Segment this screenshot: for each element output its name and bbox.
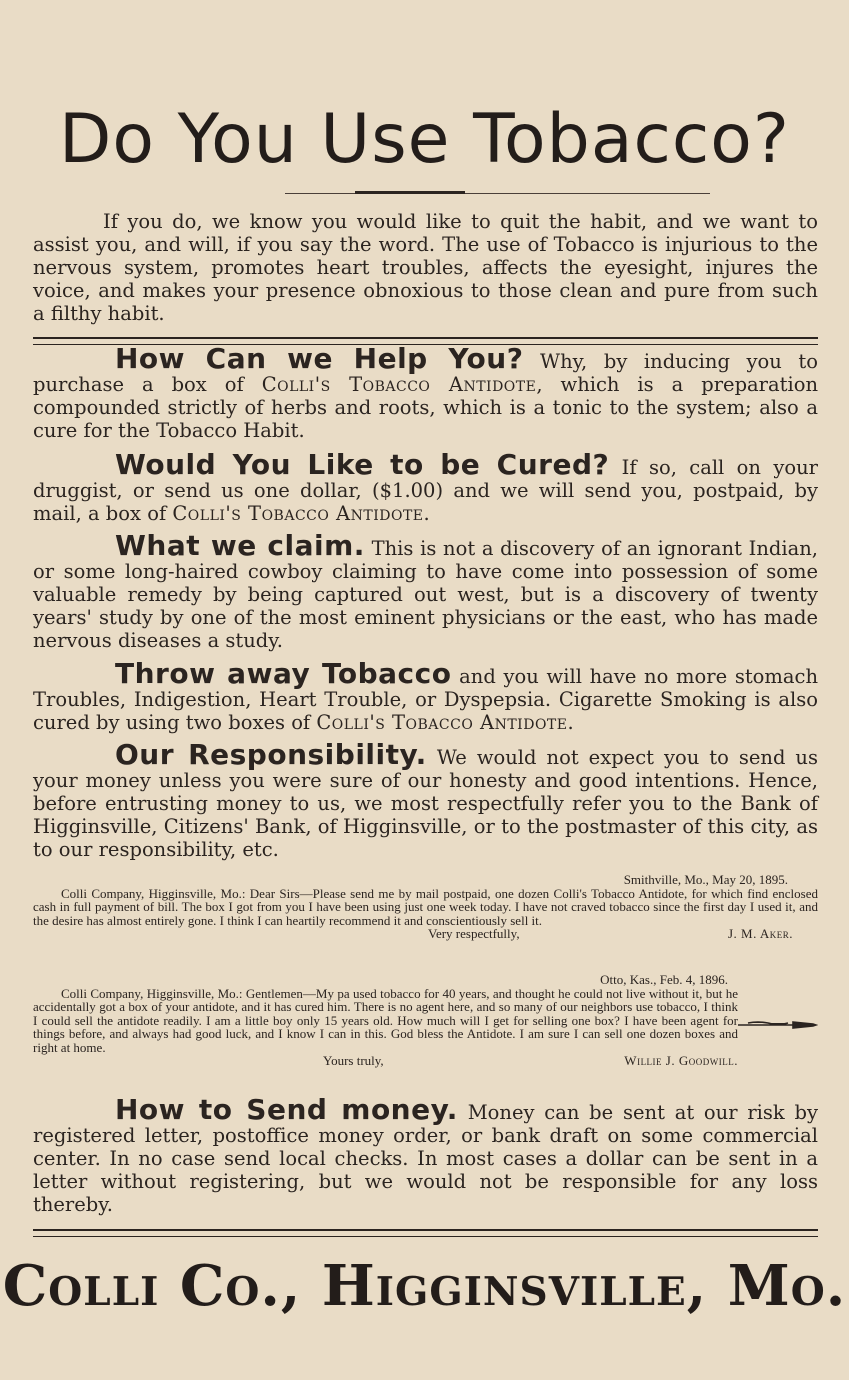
section-text: and you will have no more stomach Troubles, Indigestion, Heart Trouble, or Dyspepsia. Cigarette Smoking is also cured by using two boxes of [33,665,819,734]
letter-body: Colli Company, Higginsville, Mo.: Dear Sirs—Please send me by mail postpaid, one dozen Colli's Tobacco Antidote, for which find enclosed cash in full payment of bill. The box I got from you I have been using just one week today. I have not craved tobacco since the first day I used it, and the desire has almost entirely gone. I think I can heartily recommend it and conscientiously sell it. [33,885,818,928]
testimonial-letter [33,973,738,1068]
testimonial-letter [33,873,818,941]
section-text-after: . [567,711,574,734]
section-text: If so, call on your druggist, or send us one dollar, ($1.00) and we will send you, postpaid, by mail, a box of [33,456,818,525]
letter-closing: Very respectfully, [428,926,520,941]
section-text-after: , which is a preparation compounded strictly of herbs and roots, which is a tonic to the system; also a cure for the Tobacco Habit. [33,373,818,442]
title-divider [285,193,710,194]
page-title: Do You Use Tobacco? [59,100,790,179]
section-text: Money can be sent at our risk by registered letter, postoffice money order, or bank draft on some commercial center. In no case send local checks. In most cases a dollar can be sent in a letter without registering, but we would not be responsible for any loss thereby. [33,1101,818,1216]
section-heading: How Can we Help You? [115,342,524,375]
company-footer: Colli Co., Higginsville, Mo. [2,1253,847,1319]
section-what-we-claim [33,529,818,652]
letter-date: Smithville, Mo., May 20, 1895. [623,872,788,887]
section-text-after: . [423,502,430,525]
section-heading: How to Send money. [115,1093,458,1126]
letter-signature: Willie J. Goodwill. [624,1053,738,1068]
intro-paragraph: If you do, we know you would like to quit the habit, and we want to assist you, and will, if you say the word. The use of Tobacco is injurious to the nervous system, promotes heart troubles, affects the eyesight, injures the voice, and makes your presence obnoxious to those clean and pure from such a filthy habit. [33,210,818,325]
section-heading: What we claim. [115,529,365,562]
letter-body: Colli Company, Higginsville, Mo.: Gentlemen—My pa used tobacco for 40 years, and thought he could not live without it, but he accidentally got a box of your antidote, and it has cured him. There is no agent here, and so many of our neighbors use tobacco, I think I could sell the antidote readily. I am a little boy only 15 years old. How much will I get for selling one box? I have been agent for things before, and always had good luck, and I know I can in this. God bless the Antidote. I am sure I can sell one dozen boxes and right at home. [33,985,738,1055]
section-text: Why, by inducing you to purchase a box of [33,350,818,396]
section-text: We would not expect you to send us your money unless you were sure of our honesty and good intentions. Hence, before entrusting money to us, we most respectfully refer you to the Bank of Higginsville, Citizens' Bank, of Higginsville, or to the postmaster of this city, as to our responsibility, etc. [33,746,818,861]
section-how-to-send [33,1093,818,1216]
brand-name: Colli's Tobacco Antidote [316,711,568,734]
section-heading: Our Responsibility. [115,738,427,771]
brand-name: Colli's Tobacco Antidote [172,502,424,525]
section-throw-away [33,657,819,734]
section-text: This is not a discovery of an ignorant Indian, or some long-haired cowboy claiming to have come into possession of some valuable remedy by being captured out west, but is a discovery of twenty years' study by one of the most eminent physicians or the east, who has made nervous diseases a study. [33,537,818,652]
section-heading: Would You Like to be Cured? [115,448,610,481]
brand-name: Colli's Tobacco Antidote [261,373,537,396]
section-heading: Throw away Tobacco [115,657,452,690]
section-responsibility [33,738,818,861]
section-would-you-like [33,448,818,525]
letter-signature: J. M. Aker. [727,926,793,941]
section-how-can-we-help [33,342,818,442]
letter-closing: Yours truly, [323,1053,384,1068]
bottom-double-rule [33,1229,818,1237]
letter-date: Otto, Kas., Feb. 4, 1896. [600,972,728,987]
pointing-hand-icon [738,1020,818,1030]
